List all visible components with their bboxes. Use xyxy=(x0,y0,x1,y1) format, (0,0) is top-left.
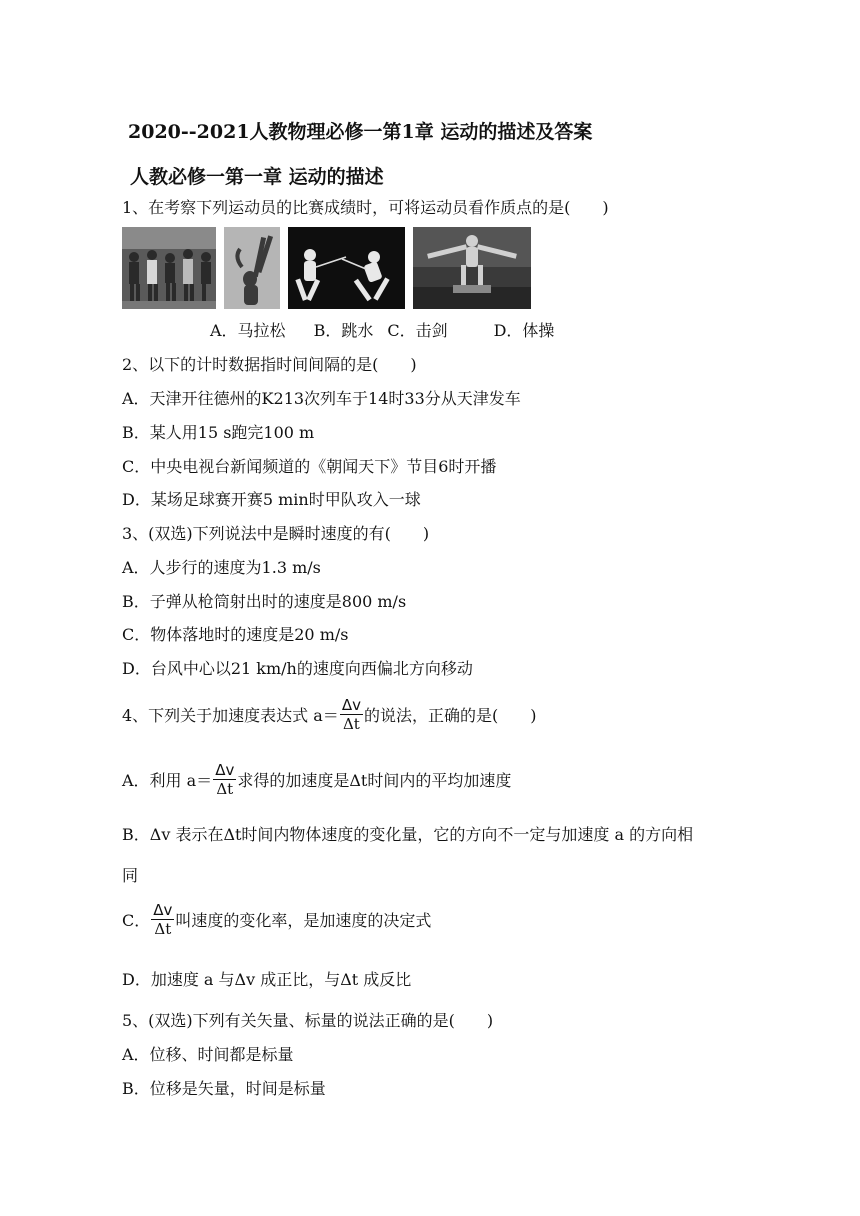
diving-photo xyxy=(224,227,280,309)
marathon-photo xyxy=(122,227,216,309)
q2-option-c: C．中央电视台新闻频道的《朝闻天下》节目6时开播 xyxy=(122,457,497,476)
fraction-numerator: Δv xyxy=(153,901,173,919)
q4-a-fraction xyxy=(213,761,236,798)
fraction-denominator: Δt xyxy=(216,780,234,798)
q5-option-a: A．位移、时间都是标量 xyxy=(122,1045,294,1064)
q5-option-b: B．位移是矢量，时间是标量 xyxy=(122,1079,326,1098)
q1-options xyxy=(210,321,554,341)
q1-option-d: D．体操 xyxy=(493,321,555,340)
fraction-denominator: Δt xyxy=(154,920,172,938)
fraction-numerator: Δv xyxy=(215,761,235,779)
q4-stem xyxy=(122,698,536,735)
q5-stem: 5、(双选)下列有关矢量、标量的说法正确的是( ) xyxy=(122,1011,494,1030)
q4-option-c xyxy=(122,903,431,940)
gymnastics-photo xyxy=(413,227,531,309)
q1-option-a: A．马拉松 xyxy=(210,321,286,340)
q4-stem-post: 的说法，正确的是( ) xyxy=(363,706,537,725)
fraction-numerator: Δv xyxy=(341,696,361,714)
q1-option-b: B．跳水 xyxy=(313,321,374,340)
q2-option-a: A．天津开往德州的K213次列车于14时33分从天津发车 xyxy=(122,389,521,408)
q4-a-pre: A．利用 a＝ xyxy=(122,771,213,790)
section-title: 人教必修一第一章 运动的描述 xyxy=(130,166,384,188)
q1-stem: 1、在考察下列运动员的比赛成绩时，可将运动员看作质点的是( ) xyxy=(122,198,609,217)
doc-title: 2020--2021人教物理必修一第1章 运动的描述及答案 xyxy=(128,121,593,143)
fencing-photo xyxy=(288,227,405,309)
q3-option-d: D．台风中心以21 km/h的速度向西偏北方向移动 xyxy=(122,659,473,678)
q1-option-c: C．击剑 xyxy=(387,321,448,340)
q4-c-fraction xyxy=(151,901,174,938)
q2-option-d: D．某场足球赛开赛5 min时甲队攻入一球 xyxy=(122,490,421,509)
q2-stem: 2、以下的计时数据指时间间隔的是( ) xyxy=(122,355,417,374)
fraction-denominator: Δt xyxy=(342,715,360,733)
q3-stem: 3、(双选)下列说法中是瞬时速度的有( ) xyxy=(122,524,430,543)
q4-c-post: 叫速度的变化率，是加速度的决定式 xyxy=(175,911,432,930)
q3-option-b: B．子弹从枪筒射出时的速度是800 m/s xyxy=(122,592,407,611)
q4-option-b-line2: 同 xyxy=(122,866,139,885)
q4-stem-pre: 4、下列关于加速度表达式 a＝ xyxy=(122,706,339,725)
q4-option-a xyxy=(122,763,511,800)
q4-c-pre: C． xyxy=(122,911,151,930)
q4-stem-fraction xyxy=(340,696,363,733)
q3-option-c: C．物体落地时的速度是20 m/s xyxy=(122,625,349,644)
q4-a-post: 求得的加速度是Δt时间内的平均加速度 xyxy=(237,771,512,790)
q2-option-b: B．某人用15 s跑完100 m xyxy=(122,423,315,442)
q4-option-d: D．加速度 a 与Δv 成正比，与Δt 成反比 xyxy=(122,970,412,989)
q3-option-a: A．人步行的速度为1.3 m/s xyxy=(122,558,321,577)
q4-option-b-line1: B．Δv 表示在Δt时间内物体速度的变化量，它的方向不一定与加速度 a 的方向相 xyxy=(122,825,694,844)
